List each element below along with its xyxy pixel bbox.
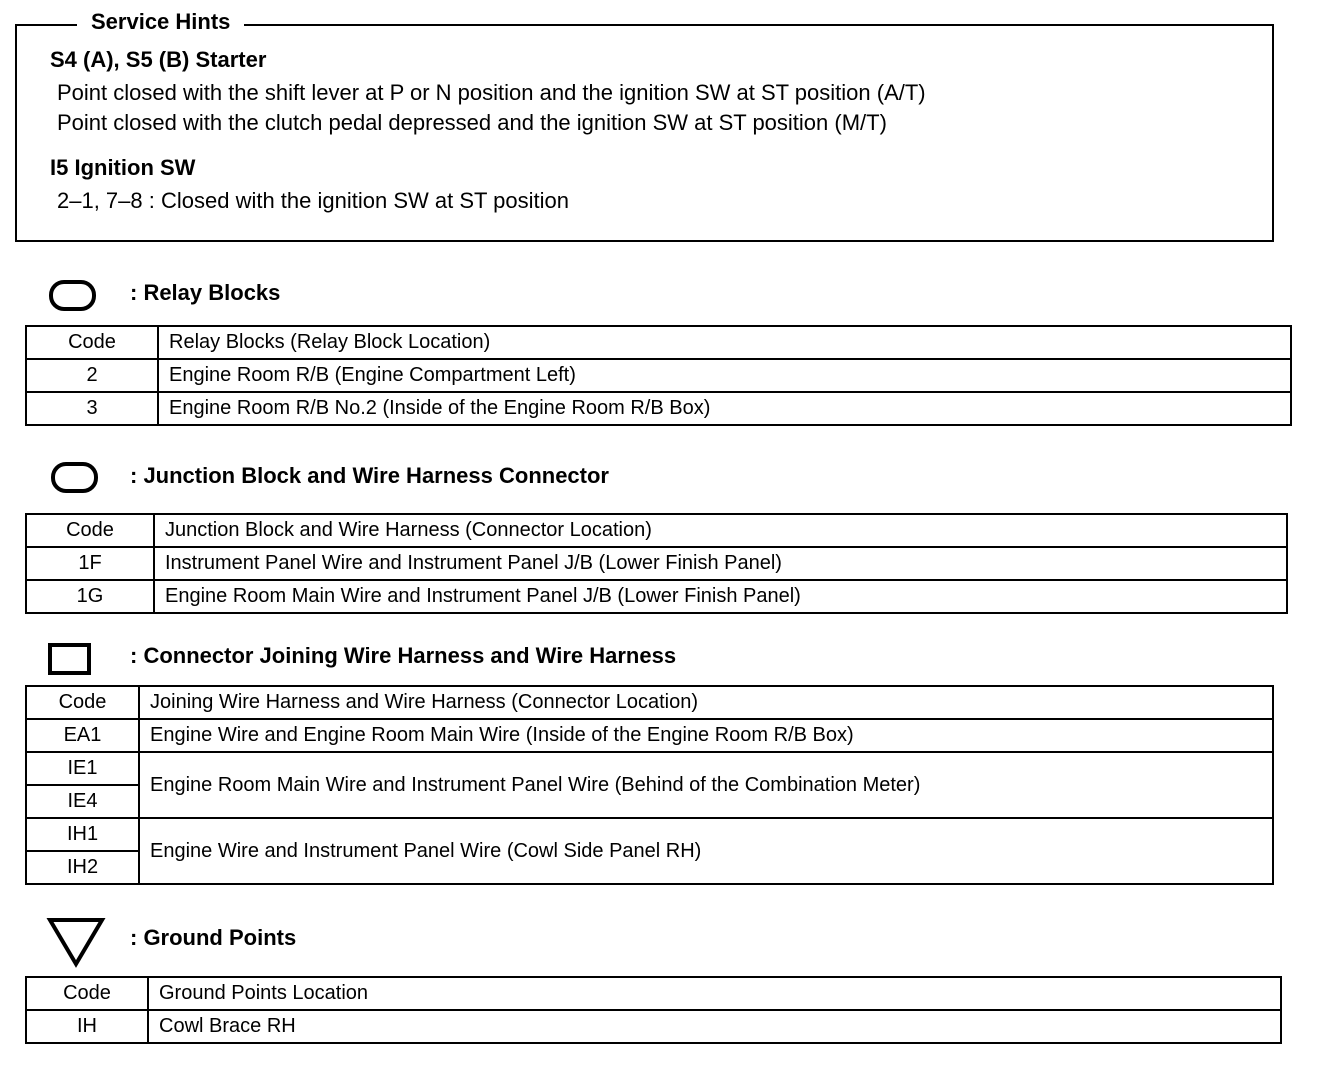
- row-code: IH1: [26, 818, 139, 851]
- header-code: Code: [26, 326, 158, 359]
- row-desc: Engine Wire and Engine Room Main Wire (Inside of the Engine Room R/B Box): [139, 719, 1273, 752]
- section-heading-connectors: : Connector Joining Wire Harness and Wire Harness: [130, 643, 677, 668]
- row-desc: Engine Room R/B (Engine Compartment Left): [158, 359, 1291, 392]
- table-header-row: [26, 326, 1291, 359]
- table-row: [26, 752, 1273, 785]
- header-desc: Junction Block and Wire Harness (Connector Location): [154, 514, 1287, 547]
- table-row: [26, 547, 1287, 580]
- table-row: [26, 392, 1291, 425]
- row-code: 1F: [26, 547, 154, 580]
- row-code: 2: [26, 359, 158, 392]
- connectors-table: [25, 685, 1274, 885]
- row-desc: Engine Room Main Wire and Instrument Panel Wire (Behind of the Combination Meter): [139, 752, 1273, 818]
- hint-line: Point closed with the clutch pedal depressed and the ignition SW at ST position (M/T): [57, 110, 887, 135]
- hint-line: Point closed with the shift lever at P or N position and the ignition SW at ST position (A/T): [57, 80, 926, 105]
- hint-line: 2–1, 7–8 : Closed with the ignition SW at ST position: [57, 188, 569, 213]
- header-desc: Joining Wire Harness and Wire Harness (Connector Location): [139, 686, 1273, 719]
- junction-blocks-table: [25, 513, 1288, 614]
- row-desc: Engine Wire and Instrument Panel Wire (Cowl Side Panel RH): [139, 818, 1273, 884]
- row-code: IH2: [26, 851, 139, 884]
- header-code: Code: [26, 514, 154, 547]
- table-row: [26, 818, 1273, 851]
- table-header-row: [26, 514, 1287, 547]
- table-header-row: [26, 977, 1281, 1010]
- row-desc: Instrument Panel Wire and Instrument Panel J/B (Lower Finish Panel): [154, 547, 1287, 580]
- ground-points-table: [25, 976, 1282, 1044]
- table-row: [26, 359, 1291, 392]
- row-code: IE4: [26, 785, 139, 818]
- service-hints-legend: Service Hints: [77, 8, 244, 36]
- table-row: [26, 1010, 1281, 1043]
- row-code: 1G: [26, 580, 154, 613]
- row-code: 3: [26, 392, 158, 425]
- row-desc: Cowl Brace RH: [148, 1010, 1281, 1043]
- row-code: IH: [26, 1010, 148, 1043]
- header-code: Code: [26, 977, 148, 1010]
- table-row: [26, 580, 1287, 613]
- table-header-row: [26, 686, 1273, 719]
- header-desc: Ground Points Location: [148, 977, 1281, 1010]
- hint-title-ignition: I5 Ignition SW: [50, 155, 196, 180]
- square-icon: [47, 642, 93, 676]
- row-desc: Engine Room R/B No.2 (Inside of the Engine Room R/B Box): [158, 392, 1291, 425]
- section-heading-relay-blocks: : Relay Blocks: [130, 280, 281, 305]
- rounded-rect-icon: [48, 279, 98, 313]
- hint-title-starter: S4 (A), S5 (B) Starter: [50, 47, 267, 72]
- section-heading-junction-blocks: : Junction Block and Wire Harness Connector: [130, 463, 609, 488]
- relay-blocks-table: [25, 325, 1292, 426]
- rounded-rect-icon: [50, 461, 100, 495]
- row-code: EA1: [26, 719, 139, 752]
- header-code: Code: [26, 686, 139, 719]
- section-heading-ground-points: : Ground Points: [130, 925, 297, 950]
- table-row: [26, 719, 1273, 752]
- row-desc: Engine Room Main Wire and Instrument Panel J/B (Lower Finish Panel): [154, 580, 1287, 613]
- triangle-down-icon: [46, 916, 106, 968]
- row-code: IE1: [26, 752, 139, 785]
- header-desc: Relay Blocks (Relay Block Location): [158, 326, 1291, 359]
